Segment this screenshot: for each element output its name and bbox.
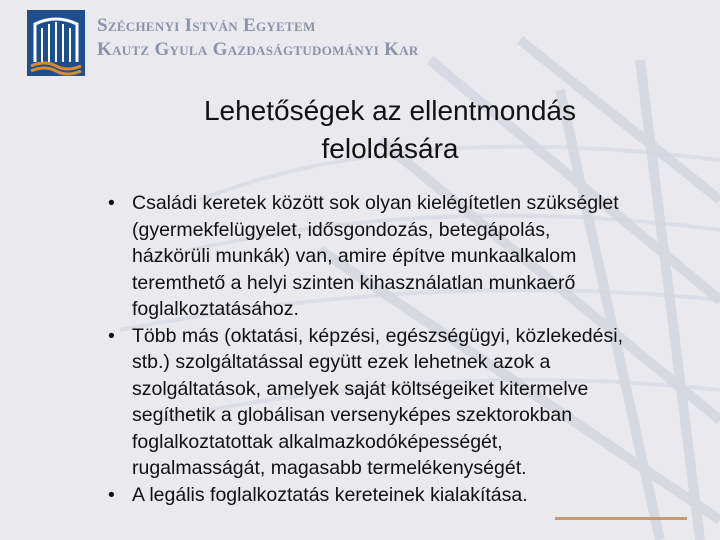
bullet-text-line: segíthetik a globálisan versenyképes szektorokban <box>132 404 573 426</box>
university-header <box>97 14 419 62</box>
bullet-text-line: foglalkoztatottak alkalmazkodóképességét, <box>132 430 503 453</box>
bullet-text-line: A legális foglalkoztatás kereteinek kialakítása. <box>132 483 528 506</box>
bullet-text-line: foglalkoztatásához. <box>132 298 299 320</box>
bullet-item <box>108 323 718 482</box>
bullet-text-line: Családi keretek között sok olyan kielégítetlen szükséglet <box>132 192 619 214</box>
bullet-icon: • <box>108 483 115 506</box>
slide-title-line: Lehetőségek az ellentmondás <box>203 95 577 126</box>
accent-underline <box>555 517 687 520</box>
bullet-text-line: szolgáltatások, amelyek saját költségeiket kitermelve <box>132 377 589 400</box>
bullet-text-line: Több más (oktatási, képzési, egészségügyi, közlekedési, <box>132 324 623 347</box>
university-logo-icon <box>27 10 85 76</box>
bullet-text-line: rugalmasságát, magasabb termelékenységét. <box>132 457 527 479</box>
bullet-item <box>108 190 718 323</box>
university-name: Széchenyi István Egyetem <box>97 15 316 36</box>
bullet-text-line: (gyermekfelügyelet, idősgondozás, betegápolás, <box>132 218 551 241</box>
bullet-text-line: házkörüli munkák) van, amire építve munkaalkalom <box>132 245 577 267</box>
bullet-item <box>108 482 718 509</box>
faculty-name: Kautz Gyula Gazdaságtudományi Kar <box>97 39 419 60</box>
bullet-icon: • <box>108 192 115 214</box>
slide-title-line: feloldására <box>321 133 459 164</box>
bullet-text-line: stb.) szolgáltatással együtt ezek lehetnek azok a <box>132 351 551 373</box>
slide-title <box>150 92 630 168</box>
bullet-text-line: teremthető a helyi szinten kihasználatlan munkaerő <box>132 271 576 294</box>
bullet-list <box>108 190 718 508</box>
bullet-icon: • <box>108 324 115 347</box>
